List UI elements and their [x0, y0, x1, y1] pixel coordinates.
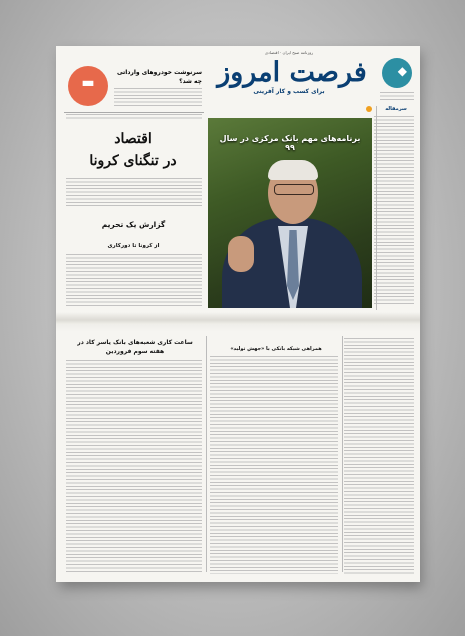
photo-hair	[268, 160, 318, 180]
photo-headline: برنامه‌های مهم بانک مرکزی در سال ۹۹	[219, 134, 361, 152]
byline	[66, 114, 202, 120]
newspaper-front-page	[56, 46, 420, 582]
lower-right-text	[344, 338, 414, 574]
brand-badge-glyph: ◆	[397, 64, 407, 78]
lower-left-text	[66, 360, 202, 574]
column-divider	[206, 336, 207, 572]
photo-glasses	[274, 184, 314, 195]
teaser-title: سرنوشت خودروهای وارداتی چه شد؟	[116, 69, 202, 85]
main-headline-line2: در تنگنای کرونا	[89, 153, 177, 169]
section-tag-icon	[366, 106, 372, 112]
main-article-text	[66, 178, 202, 206]
rule	[64, 112, 204, 113]
masthead-title: فرصت امروز	[217, 57, 367, 88]
lower-left-headline: ساعت کاری شعبه‌های بانک یاسر کاد در هفته سوم فروردین	[77, 339, 193, 355]
teaser-text	[114, 88, 202, 108]
lower-mid-headline: همراهی شبکه بانکی با «جهش تولید»	[230, 346, 322, 352]
column-divider	[376, 106, 377, 310]
car-glyph: ▬	[81, 75, 95, 91]
right-column-label: سرمقاله	[385, 106, 407, 112]
paper-fold	[56, 312, 420, 332]
masthead-top-line: روزنامه صبح ایران · اقتصادی	[264, 50, 314, 55]
masthead-subtitle: برای کسب و کار آفرینی	[253, 88, 325, 95]
lower-mid-text	[210, 356, 338, 574]
main-headline-line1: اقتصاد	[114, 131, 152, 147]
lead-photo	[208, 118, 372, 308]
masthead-date-block	[380, 92, 414, 102]
secondary-subhead: از کرونا تا دورکاری	[107, 243, 160, 249]
right-column-text	[374, 116, 414, 306]
secondary-article-text	[66, 254, 202, 308]
photo-hand	[228, 236, 254, 272]
secondary-headline: گزارش یک تحریم	[101, 220, 166, 229]
column-divider	[342, 336, 343, 572]
main-headline	[68, 128, 198, 172]
